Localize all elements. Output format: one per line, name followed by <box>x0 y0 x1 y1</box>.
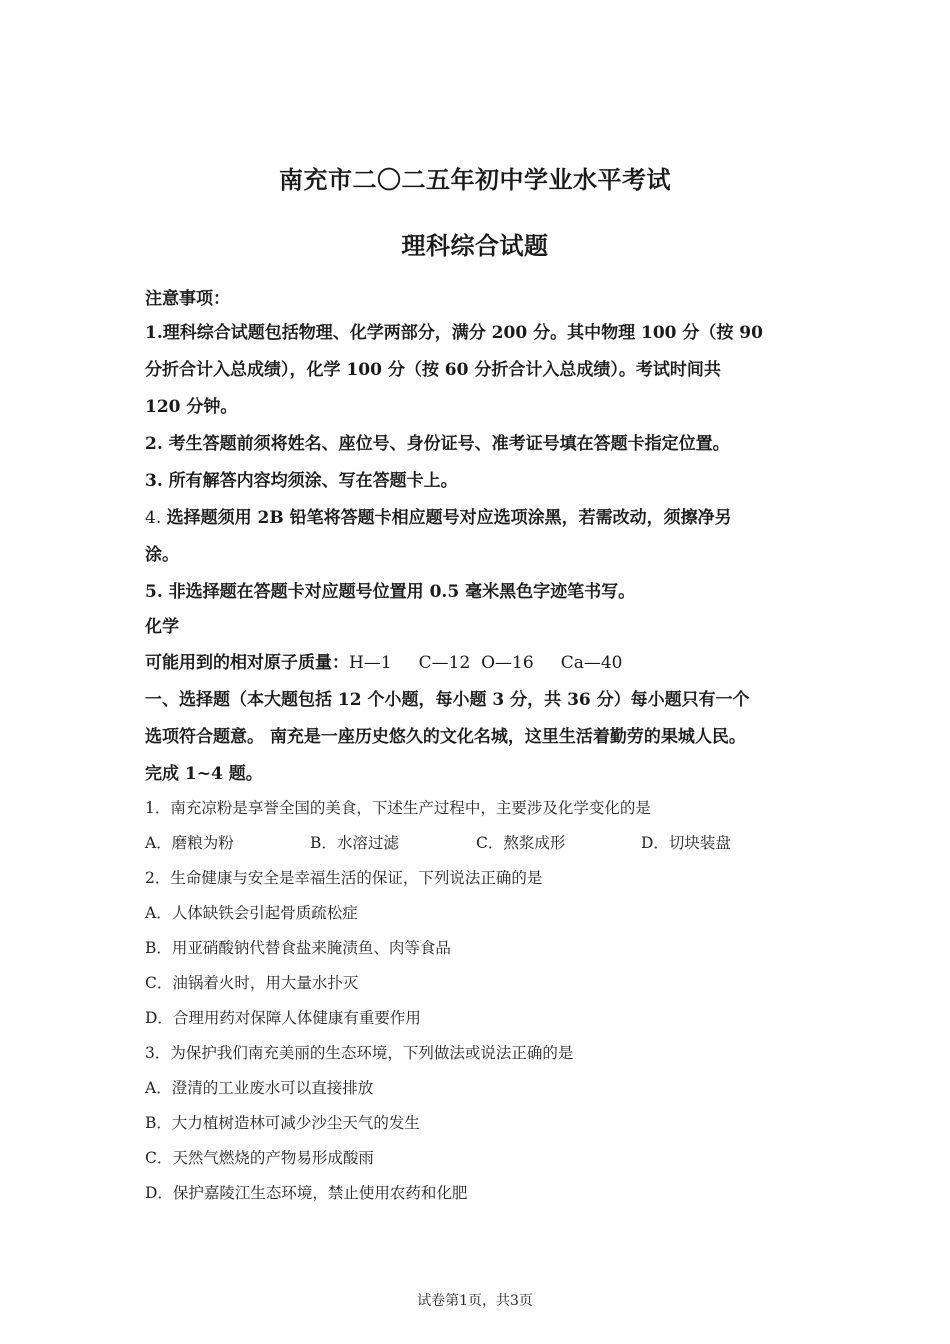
notice-item-1a: 1.理科综合试题包括物理、化学两部分，满分 200 分。其中物理 100 分（按 90 <box>145 323 763 343</box>
notice-item-3: 3. 所有解答内容均须涂、写在答题卡上。 <box>145 471 458 491</box>
exam-title: 南充市二〇二五年初中学业水平考试 <box>279 165 671 194</box>
question-1-stem: 1．南充凉粉是享誉全国的美食，下述生产过程中，主要涉及化学变化的是 <box>145 799 651 817</box>
exam-subtitle: 理科综合试题 <box>401 231 549 260</box>
question-3-stem: 3．为保护我们南充美丽的生态环境，下列做法或说法正确的是 <box>145 1044 574 1062</box>
question-1-option-d: D．切块装盘 <box>641 834 731 852</box>
question-2-option-a: A．人体缺铁会引起骨质疏松症 <box>145 904 358 922</box>
question-3-option-d: D．保护嘉陵江生态环境，禁止使用农药和化肥 <box>145 1184 468 1202</box>
atomic-mass-line <box>145 648 622 673</box>
question-1-option-c: C．熬浆成形 <box>476 834 566 852</box>
notice-item-4-number: 4. <box>145 508 162 528</box>
part-one-intro: 选项符合题意。 南充是一座历史悠久的文化名城，这里生活着勤劳的果城人民。 <box>145 727 746 747</box>
subject-heading: 化学 <box>145 617 179 637</box>
notice-item-5: 5. 非选择题在答题卡对应题号位置用 0.5 毫米黑色字迹笔书写。 <box>145 582 636 602</box>
atomic-mass-values: H—1 C—12 O—16 Ca—40 <box>349 653 623 673</box>
part-one-heading: 一、选择题（本大题包括 12 个小题，每小题 3 分，共 36 分）每小题只有一个 <box>145 690 750 710</box>
question-1-option-a: A．磨粮为粉 <box>145 834 234 852</box>
question-3-option-a: A．澄清的工业废水可以直接排放 <box>145 1079 374 1097</box>
part-one-instruction: 完成 1~4 题。 <box>145 764 263 784</box>
notice-item-1c: 120 分钟。 <box>145 397 238 417</box>
question-2-stem: 2．生命健康与安全是幸福生活的保证，下列说法正确的是 <box>145 869 543 887</box>
notice-item-2: 2. 考生答题前须将姓名、座位号、身份证号、准考证号填在答题卡指定位置。 <box>145 434 730 454</box>
question-2-option-d: D．合理用药对保障人体健康有重要作用 <box>145 1009 421 1027</box>
question-2-option-b: B．用亚硝酸钠代替食盐来腌渍鱼、肉等食品 <box>145 939 451 957</box>
question-3-option-b: B．大力植树造林可减少沙尘天气的发生 <box>145 1114 420 1132</box>
notice-item-1b: 分折合计入总成绩），化学 100 分（按 60 分折合计入总成绩）。考试时间共 <box>145 360 721 380</box>
question-1-option-b: B．水溶过滤 <box>310 834 399 852</box>
notice-item-4a <box>145 503 732 528</box>
notice-heading: 注意事项： <box>145 289 230 309</box>
notice-item-4-text: 选择题须用 2B 铅笔将答题卡相应题号对应选项涂黑，若需改动，须擦净另 <box>166 508 732 528</box>
question-2-option-c: C．油锅着火时，用大量水扑灭 <box>145 974 359 992</box>
page-footer: 试卷第1页，共3页 <box>417 1293 533 1309</box>
atomic-mass-label: 可能用到的相对原子质量： <box>145 653 349 673</box>
notice-item-4b: 涂。 <box>145 545 179 565</box>
question-3-option-c: C．天然气燃烧的产物易形成酸雨 <box>145 1149 374 1167</box>
